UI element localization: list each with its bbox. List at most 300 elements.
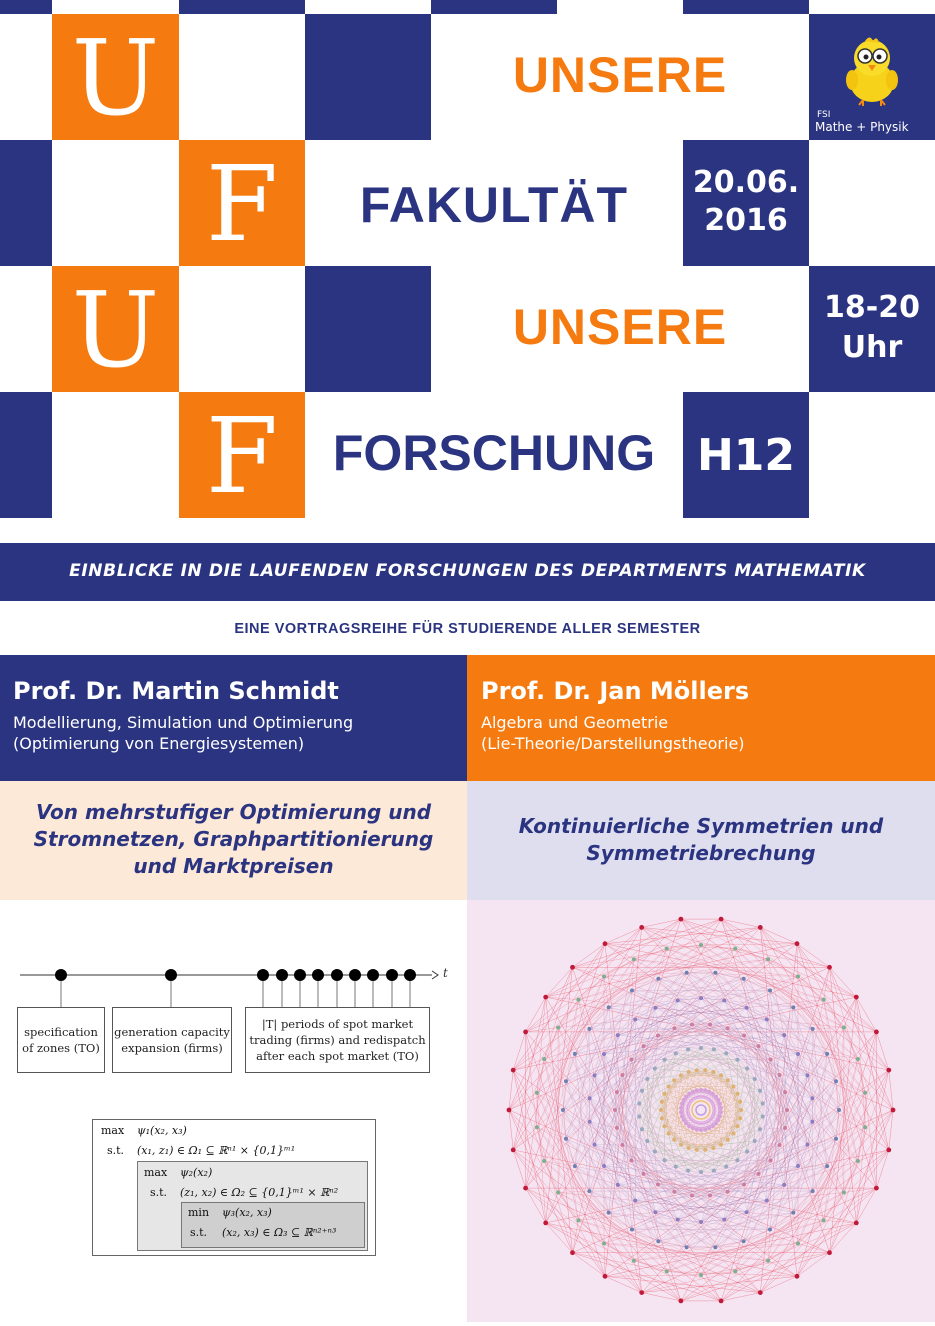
talk-title-line: und Marktpreisen xyxy=(0,853,467,880)
hero-word-unsere-2: UNSERE xyxy=(431,298,809,356)
polytope-vertex xyxy=(653,1067,657,1071)
polytope-vertex xyxy=(827,1250,832,1255)
polytope-vertex xyxy=(676,1218,680,1222)
talk-panel-moellers xyxy=(467,781,935,900)
polytope-vertex xyxy=(690,1023,694,1027)
polytope-edge xyxy=(526,1188,642,1293)
polytope-vertex xyxy=(726,1026,730,1030)
polytope-edge xyxy=(647,1134,668,1142)
polytope-vertex xyxy=(708,1023,712,1027)
polytope-center-ring xyxy=(696,1105,706,1115)
polytope-vertex xyxy=(642,1044,646,1048)
polytope-vertex xyxy=(703,1128,707,1132)
polytope-vertex xyxy=(758,1089,762,1093)
polytope-edge xyxy=(642,1276,797,1292)
polytope-vertex xyxy=(758,925,763,930)
polytope-edge xyxy=(830,967,857,1223)
polytope-vertex xyxy=(854,995,859,1000)
opt-level2-op: max xyxy=(144,1166,167,1179)
polytope-vertex xyxy=(656,1239,660,1243)
polytope-vertex xyxy=(616,1033,620,1037)
checker-square xyxy=(179,0,305,14)
opt-level2-objective: ψ₂(x₂) xyxy=(180,1166,212,1179)
polytope-vertex xyxy=(769,1058,773,1062)
polytope-vertex xyxy=(561,1108,565,1112)
polytope-vertex xyxy=(615,1126,619,1130)
event-time-range: 18-20 xyxy=(809,288,935,328)
hero-letter: U xyxy=(52,278,179,382)
timeline-box-spot-market xyxy=(245,1007,430,1073)
timeline-event-dot xyxy=(294,969,306,981)
polytope-vertex xyxy=(738,1116,742,1120)
opt-level2-st: s.t. xyxy=(150,1186,167,1199)
polytope-vertex xyxy=(660,1116,664,1120)
polytope-vertex xyxy=(722,1218,726,1222)
checker-square xyxy=(305,14,431,140)
event-time-unit: Uhr xyxy=(809,328,935,368)
timeline-box-text: after each spot market (TO) xyxy=(249,1048,425,1064)
polytope-edge xyxy=(876,1032,888,1070)
polytope-vertex xyxy=(722,998,726,1002)
polytope-vertex xyxy=(758,1127,762,1131)
checker-square xyxy=(0,392,52,518)
polytope-vertex xyxy=(712,1047,716,1051)
polytope-vertex xyxy=(699,1220,703,1224)
polytope-vertex xyxy=(738,1100,742,1104)
talk-title-line: Von mehrstufiger Optimierung und xyxy=(0,799,467,826)
polytope-vertex xyxy=(656,977,660,981)
polytope-vertex xyxy=(863,1125,867,1129)
polytope-edge xyxy=(744,1019,767,1035)
polytope-edge xyxy=(513,1032,525,1070)
polytope-vertex xyxy=(639,1290,644,1295)
polytope-vertex xyxy=(667,1132,671,1136)
polytope-edge xyxy=(573,1253,667,1272)
opt-level3-op: min xyxy=(188,1206,209,1219)
polytope-edge xyxy=(513,1150,721,1301)
polytope-vertex xyxy=(663,1092,667,1096)
polytope-edge xyxy=(635,1185,658,1201)
checker-square xyxy=(431,0,557,14)
polytope-vertex xyxy=(632,957,636,961)
timeline-axis-label: t xyxy=(443,966,448,980)
polytope-vertex xyxy=(856,1159,860,1163)
polytope-vertex xyxy=(719,1106,723,1110)
polytope-edge xyxy=(605,1276,760,1292)
polytope-edge xyxy=(509,1093,537,1110)
polytope-vertex xyxy=(806,1073,810,1077)
polytope-edge xyxy=(618,1028,675,1035)
hero-letter: F xyxy=(179,404,305,508)
polytope-vertex xyxy=(842,1191,846,1195)
polytope-vertex xyxy=(593,1073,597,1077)
speaker-field: Algebra und Geometrie xyxy=(481,713,668,732)
talk-title xyxy=(0,799,467,880)
polytope-vertex xyxy=(686,1169,690,1173)
speaker-name: Prof. Dr. Martin Schmidt xyxy=(13,677,339,705)
opt-level2-constraint: (z₁, x₂) ∈ Ω₂ ⊆ {0,1}ᵐ¹ × ℝⁿ² xyxy=(180,1186,338,1199)
polytope-vertex xyxy=(687,1092,691,1096)
polytope-edge xyxy=(759,1129,761,1174)
polytope-edge xyxy=(526,1161,545,1188)
polytope-edge xyxy=(642,1046,644,1091)
timeline-box-capacity xyxy=(112,1007,232,1073)
speaker-topic: (Optimierung von Energiesystemen) xyxy=(13,734,304,753)
polytope-edge xyxy=(575,1054,590,1191)
polytope-vertex xyxy=(726,1190,730,1194)
speaker-name: Prof. Dr. Jan Möllers xyxy=(481,677,749,705)
talk-panel-schmidt xyxy=(0,781,467,900)
symmetry-illustration-panel xyxy=(467,900,935,1322)
polytope-vertex xyxy=(663,1058,667,1062)
polytope-vertex xyxy=(679,1073,683,1077)
timeline-event-dot xyxy=(386,969,398,981)
polytope-vertex xyxy=(679,1299,684,1304)
event-date xyxy=(683,164,809,240)
polytope-vertex xyxy=(543,1221,548,1226)
polytope-vertex xyxy=(874,1186,879,1191)
polytope-vertex xyxy=(699,1128,703,1132)
polytope-edge xyxy=(688,1049,689,1072)
polytope-edge xyxy=(808,1075,837,1138)
polytope-vertex xyxy=(837,1108,841,1112)
polytope-vertex xyxy=(863,1091,867,1095)
hero-word-fakultaet: FAKULTÄT xyxy=(305,176,683,234)
polytope-vertex xyxy=(507,1108,512,1113)
polytope-vertex xyxy=(778,1143,782,1147)
polytope-edge xyxy=(797,1253,830,1277)
polytope-edge xyxy=(642,927,797,943)
polytope-edge xyxy=(733,1079,754,1087)
polytope-vertex xyxy=(602,1052,606,1056)
polytope-edge xyxy=(605,1276,642,1292)
polytope-vertex xyxy=(639,925,644,930)
polytope-vertex xyxy=(822,1218,826,1222)
polytope-vertex xyxy=(726,1078,730,1082)
polytope-vertex xyxy=(570,965,575,970)
polytope-vertex xyxy=(811,1027,815,1031)
polytope-edges xyxy=(509,919,893,1301)
polytope-edge xyxy=(760,1188,876,1293)
polytope-edge xyxy=(513,1150,525,1188)
polytope-vertex xyxy=(806,1143,810,1147)
polytope-vertex xyxy=(713,971,717,975)
speaker-panel-moellers xyxy=(467,655,935,781)
polytope-vertex xyxy=(607,1005,611,1009)
polytope-vertex xyxy=(753,1139,757,1143)
polytope-vertex xyxy=(745,1067,749,1071)
polytope-vertex xyxy=(691,1126,695,1130)
hero-letter: U xyxy=(52,26,179,130)
polytope-vertex xyxy=(695,1148,699,1152)
polytope-vertex xyxy=(587,1027,591,1031)
series-banner xyxy=(0,543,935,601)
polytope-edge xyxy=(735,949,829,968)
polytope-vertex xyxy=(742,977,746,981)
polytope-vertex xyxy=(703,1068,707,1072)
polytope-vertex xyxy=(742,1034,746,1038)
checker-square xyxy=(0,140,52,266)
polytope-vertex xyxy=(811,1189,815,1193)
polytope-edge xyxy=(797,944,830,968)
polytope-vertex xyxy=(745,1150,749,1154)
polytope-vertex xyxy=(783,1126,787,1130)
polytope-vertex xyxy=(699,943,703,947)
polytope-vertex xyxy=(672,1078,676,1082)
polytope-edge xyxy=(566,1081,595,1144)
polytope-vertex xyxy=(576,1218,580,1222)
polytope-edge xyxy=(681,919,798,976)
polytope-vertex xyxy=(564,1137,568,1141)
polytope-edge xyxy=(830,997,857,1253)
polytope-vertex xyxy=(588,1120,592,1124)
polytope-vertex xyxy=(719,1110,723,1114)
polytope-vertex xyxy=(632,1259,636,1263)
logo-line-2: Mathe + Physik xyxy=(815,120,909,134)
logo-line-1: FSI xyxy=(817,110,830,120)
polytope-vertex xyxy=(753,1077,757,1081)
polytope-vertex xyxy=(719,1143,723,1147)
polytope-vertex xyxy=(672,1190,676,1194)
timeline-event-dot xyxy=(349,969,361,981)
polytope-vertex xyxy=(733,1269,737,1273)
checker-square xyxy=(683,0,809,14)
polytope-vertex xyxy=(645,1139,649,1143)
polytope-vertex xyxy=(576,998,580,1002)
letter-square-f2 xyxy=(179,392,305,518)
polytope-vertex xyxy=(543,995,548,1000)
polytope-vertex xyxy=(573,1052,577,1056)
speaker-field: Modellierung, Simulation und Optimierung xyxy=(13,713,353,732)
timeline-event-dot xyxy=(331,969,343,981)
polytope-edge xyxy=(658,979,746,1008)
speaker-panel-schmidt xyxy=(0,655,467,781)
polytope-vertex xyxy=(736,1124,740,1128)
polytope-vertex xyxy=(602,975,606,979)
polytope-vertex xyxy=(679,1106,683,1110)
polytope-vertex xyxy=(736,1092,740,1096)
polytope-edge xyxy=(622,1145,635,1201)
polytope-vertex xyxy=(680,1114,684,1118)
polytope-vertex xyxy=(660,1100,664,1104)
polytope-vertex xyxy=(810,1096,814,1100)
polytope-vertex xyxy=(874,1030,879,1035)
opt-level1-st: s.t. xyxy=(107,1144,124,1157)
polytope-edge xyxy=(526,927,642,1032)
polytope-vertex xyxy=(810,1120,814,1124)
polytope-vertex xyxy=(679,917,684,922)
polytope-vertex xyxy=(556,1191,560,1195)
polytope-vertex xyxy=(542,1057,546,1061)
polytope-vertex xyxy=(707,1126,711,1130)
polytope-edge xyxy=(760,927,797,943)
polytope-vertex xyxy=(684,1121,688,1125)
polytope-vertex xyxy=(602,1242,606,1246)
polytope-vertex xyxy=(856,1057,860,1061)
polytope-edge xyxy=(605,927,760,943)
polytope-vertex xyxy=(667,1085,671,1089)
polytope-vertex xyxy=(796,1052,800,1056)
timeline-box-text: generation capacity xyxy=(114,1024,230,1040)
polytope-vertex xyxy=(719,917,724,922)
polytope-vertex xyxy=(616,1183,620,1187)
polytope-vertex xyxy=(713,1245,717,1249)
polytope-edge xyxy=(526,1188,546,1223)
optimization-problem xyxy=(92,1119,376,1256)
polytope-vertex xyxy=(703,1148,707,1152)
polytope-vertex xyxy=(825,1052,829,1056)
polytope-center-ring xyxy=(692,1101,710,1119)
polytope-edge xyxy=(760,927,876,1032)
opt-level1-constraint: (x₁, z₁) ∈ Ω₁ ⊆ ℝⁿ¹ × {0,1}ᵐ¹ xyxy=(137,1144,295,1157)
timeline-box-text: expansion (firms) xyxy=(114,1040,230,1056)
polytope-vertex xyxy=(642,1172,646,1176)
polytope-edge xyxy=(655,1201,766,1213)
polytope-edge xyxy=(830,1223,857,1253)
polytope-vertex xyxy=(535,1125,539,1129)
polytope-vertex xyxy=(699,996,703,1000)
polytope-vertex xyxy=(726,1138,730,1142)
polytope-vertex xyxy=(765,1199,769,1203)
polytope-vertex xyxy=(735,1158,739,1162)
polytope-vertex xyxy=(633,1199,637,1203)
talk-title xyxy=(467,813,935,867)
polytope-vertex xyxy=(674,1165,678,1169)
polytope-vertex xyxy=(707,1090,711,1094)
timeline-box-text: of zones (TO) xyxy=(22,1040,100,1056)
polytope-vertex xyxy=(718,1114,722,1118)
polytope-edge xyxy=(721,1112,734,1133)
polytope-vertex xyxy=(656,1183,660,1187)
polytope-vertex xyxy=(682,1118,686,1122)
polytope-vertex xyxy=(766,957,770,961)
event-time xyxy=(809,288,935,368)
polytope-vertex xyxy=(676,998,680,1002)
polytope-vertex xyxy=(745,1210,749,1214)
polytope-edge xyxy=(876,1150,888,1188)
polytope-vertex xyxy=(686,1047,690,1051)
polytope-vertex xyxy=(724,1165,728,1169)
polytope-vertex xyxy=(699,1273,703,1277)
polytope-vertex xyxy=(782,1033,786,1037)
timeline-event-dot xyxy=(367,969,379,981)
polytope-vertex xyxy=(603,941,608,946)
polytope-vertex xyxy=(757,1044,761,1048)
polytope-vertex xyxy=(629,1159,633,1163)
polytope-vertex xyxy=(613,1108,617,1112)
timeline-event-dot xyxy=(312,969,324,981)
polytope-vertex xyxy=(679,1110,683,1114)
polytope-vertex xyxy=(742,1239,746,1243)
polytope-vertex xyxy=(511,1068,516,1073)
polytope-edge xyxy=(858,1032,877,1059)
polytope-vertex xyxy=(796,1164,800,1168)
polytope-vertex xyxy=(733,947,737,951)
letter-square-f1 xyxy=(179,140,305,266)
polytope-edge xyxy=(760,1276,797,1292)
polytope-vertex xyxy=(653,1006,657,1010)
fsi-logo xyxy=(809,14,935,140)
polytope-vertex xyxy=(620,1073,624,1077)
polytope-vertex xyxy=(791,1005,795,1009)
polytope-edge xyxy=(575,1029,590,1166)
polytope-vertex xyxy=(691,1090,695,1094)
timeline-event-dot xyxy=(257,969,269,981)
polytope-edge xyxy=(856,1188,876,1223)
polytope-edge xyxy=(573,1253,606,1277)
polytope-vertex xyxy=(663,1158,667,1162)
polytope-vertex xyxy=(687,1124,691,1128)
polytope-vertex xyxy=(827,965,832,970)
polytope-vertex xyxy=(842,1026,846,1030)
polytope-vertex xyxy=(640,1127,644,1131)
polytope-vertex xyxy=(825,1164,829,1168)
polytope-vertex xyxy=(615,1090,619,1094)
hero-word-unsere-1: UNSERE xyxy=(431,46,809,104)
polytope-vertex xyxy=(765,1017,769,1021)
polytope-edge xyxy=(844,1070,889,1192)
polytope-edge xyxy=(798,1244,830,1253)
polytope-vertex xyxy=(511,1148,516,1153)
polytope-vertex xyxy=(640,1089,644,1093)
polytope-vertex xyxy=(761,1115,765,1119)
polytope-vertex xyxy=(834,1137,838,1141)
letter-square-u1 xyxy=(52,14,179,140)
timeline-event-dot xyxy=(276,969,288,981)
polytope-vertex xyxy=(769,1159,773,1163)
polytope-vertex xyxy=(886,1148,891,1153)
polytope-vertex xyxy=(758,1290,763,1295)
polytope-vertex xyxy=(663,1124,667,1128)
event-date-day: 20.06. xyxy=(683,164,809,202)
polytope-vertex xyxy=(665,1269,669,1273)
polytope-vertex xyxy=(653,1210,657,1214)
polytope-edge xyxy=(513,1028,558,1150)
polytope-vertex xyxy=(768,1228,772,1232)
opt-level3-constraint: (x₂, x₃) ∈ Ω₃ ⊆ ℝⁿ²⁺ⁿ³ xyxy=(222,1226,336,1239)
polytope-vertex xyxy=(535,1091,539,1095)
polytope-vertex xyxy=(714,1095,718,1099)
polytope-vertex xyxy=(796,1242,800,1246)
polytope-vertex xyxy=(680,1102,684,1106)
polytope-vertex xyxy=(712,1169,716,1173)
polytope-edge xyxy=(728,1185,785,1192)
opt-level3-st: s.t. xyxy=(190,1226,207,1239)
polytope-vertex xyxy=(782,1183,786,1187)
polytope-vertex xyxy=(570,1250,575,1255)
polytope-edge xyxy=(856,997,876,1032)
polytope-vertex xyxy=(637,1115,641,1119)
polytope-vertex xyxy=(716,1098,720,1102)
polytope-vertex xyxy=(653,1150,657,1154)
timeline-box-text: |T| periods of spot market xyxy=(249,1016,425,1032)
polytope-vertex xyxy=(695,1128,699,1132)
polytope-edge xyxy=(813,1054,828,1191)
polytope-vertex xyxy=(603,1274,608,1279)
polytope-vertex xyxy=(690,1194,694,1198)
polytope-edge xyxy=(667,1271,681,1301)
letter-square-u2 xyxy=(52,266,179,392)
event-date-year: 2016 xyxy=(683,202,809,240)
polytope-vertex xyxy=(795,1274,800,1279)
polytope-vertex xyxy=(695,1068,699,1072)
polytope-vertex xyxy=(523,1186,528,1191)
polytope-vertex xyxy=(593,1143,597,1147)
polytope-vertex xyxy=(564,1079,568,1083)
polytope-vertex xyxy=(523,1030,528,1035)
polytope-vertex xyxy=(714,1121,718,1125)
polytope-vertex xyxy=(659,1108,663,1112)
